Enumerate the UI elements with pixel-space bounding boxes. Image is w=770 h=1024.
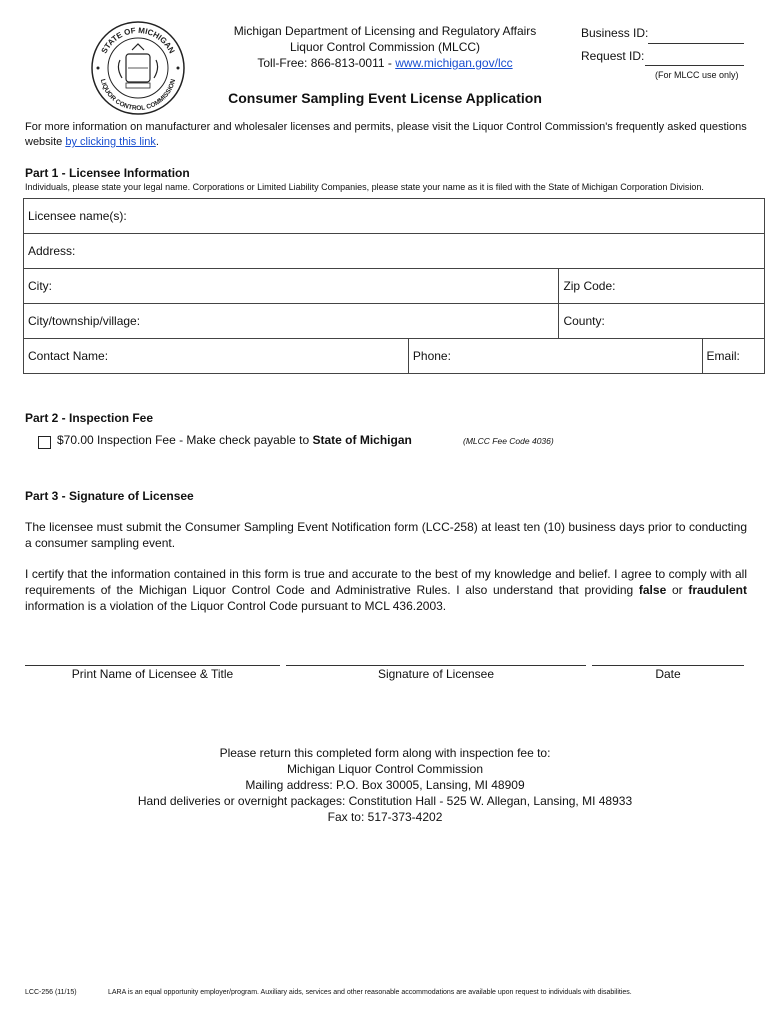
form-code: LCC-256 (11/15) (25, 989, 77, 996)
address-field[interactable]: Address: (24, 234, 765, 269)
eeo-statement: LARA is an equal opportunity employer/program. Auxiliary aids, services and other reasonable accommodations are available upon request to individuals with disabilities. (108, 989, 632, 996)
faq-link[interactable]: by clicking this link (65, 136, 156, 148)
print-name-line[interactable] (25, 665, 280, 666)
mlcc-use-note: (For MLCC use only) (655, 70, 739, 80)
business-id-label: Business ID: (581, 26, 649, 40)
certification-paragraph (25, 566, 747, 614)
return-line-2: Michigan Liquor Control Commission (286, 762, 484, 776)
licensee-info-table (23, 198, 765, 374)
part2-heading: Part 2 - Inspection Fee (25, 411, 154, 425)
return-line-1: Please return this completed form along with inspection fee to: (219, 746, 551, 760)
part1-heading: Part 1 - Licensee Information (25, 166, 190, 180)
request-id-label: Request ID: (581, 49, 645, 63)
township-field[interactable]: City/township/village: (24, 304, 559, 339)
cert-text-a: I certify that the information contained in this form is true and accurate to the best of my knowledge and belief. I agree to comply with all requirements of the Michigan Liquor Control Code and Administrative Rules. I also understand that providing (25, 567, 747, 597)
phone-field[interactable]: Phone: (408, 339, 702, 374)
city-field[interactable]: City: (24, 269, 559, 304)
svg-text:STATE OF MICHIGAN: STATE OF MICHIGAN (99, 25, 177, 55)
intro-end: . (155, 136, 159, 148)
intro-body: For more information on manufacturer and wholesaler licenses and permits, please visit the Liquor Control Commission's frequently asked questions website (25, 121, 747, 148)
fee-text: $70.00 Inspection Fee - Make check payable to (57, 433, 313, 447)
website-link[interactable]: www.michigan.gov/lcc (395, 56, 513, 70)
signature-line[interactable] (286, 665, 586, 666)
contact-line (200, 55, 570, 71)
tollfree-text: Toll-Free: 866-813-0011 - (257, 56, 396, 70)
request-id-field[interactable] (645, 64, 744, 66)
return-line-4: Hand deliveries or overnight packages: Constitution Hall - 525 W. Allegan, Lansing, MI 48933 (137, 794, 633, 808)
county-field[interactable]: County: (559, 304, 765, 339)
return-line-5: Fax to: 517-373-4202 (327, 810, 443, 824)
part3-heading: Part 3 - Signature of Licensee (25, 489, 194, 503)
payee-name: State of Michigan (312, 433, 412, 447)
cert-false: false (638, 583, 667, 597)
agency-header (200, 23, 570, 71)
business-id-field[interactable] (648, 42, 744, 44)
form-title: Consumer Sampling Event License Application (228, 90, 542, 106)
date-line[interactable] (592, 665, 744, 666)
intro-text (25, 120, 747, 150)
signature-label: Signature of Licensee (377, 667, 495, 681)
date-label: Date (655, 667, 681, 681)
print-name-label: Print Name of Licensee & Title (71, 667, 234, 681)
commission-name: Liquor Control Commission (MLCC) (289, 40, 481, 54)
fee-code: (MLCC Fee Code 4036) (463, 436, 554, 446)
cert-fraudulent: fraudulent (688, 583, 748, 597)
return-instructions (0, 745, 770, 825)
email-field[interactable]: Email: (702, 339, 764, 374)
zip-code-field[interactable]: Zip Code: (559, 269, 765, 304)
inspection-fee-checkbox[interactable] (38, 436, 51, 449)
licensee-name-field[interactable]: Licensee name(s): (24, 199, 765, 234)
notification-paragraph: The licensee must submit the Consumer Sampling Event Notification form (LCC-258) at least ten (10) business days prior to conducting a consumer sampling event. (25, 520, 747, 550)
cert-or: or (666, 583, 689, 597)
agency-name: Michigan Department of Licensing and Regulatory Affairs (233, 24, 537, 38)
svg-text:LIQUOR CONTROL COMMISSION: LIQUOR CONTROL COMMISSION (98, 78, 178, 113)
inspection-fee-label (57, 433, 412, 447)
part1-instructions: Individuals, please state your legal name. Corporations or Limited Liability Companies, please state your name as it is filed with the State of Michigan Corporation Division. (25, 182, 704, 192)
contact-name-field[interactable]: Contact Name: (24, 339, 409, 374)
return-line-3: Mailing address: P.O. Box 30005, Lansing, MI 48909 (245, 778, 525, 792)
cert-text-b: information is a violation of the Liquor Control Code pursuant to MCL 436.2003. (25, 599, 447, 613)
